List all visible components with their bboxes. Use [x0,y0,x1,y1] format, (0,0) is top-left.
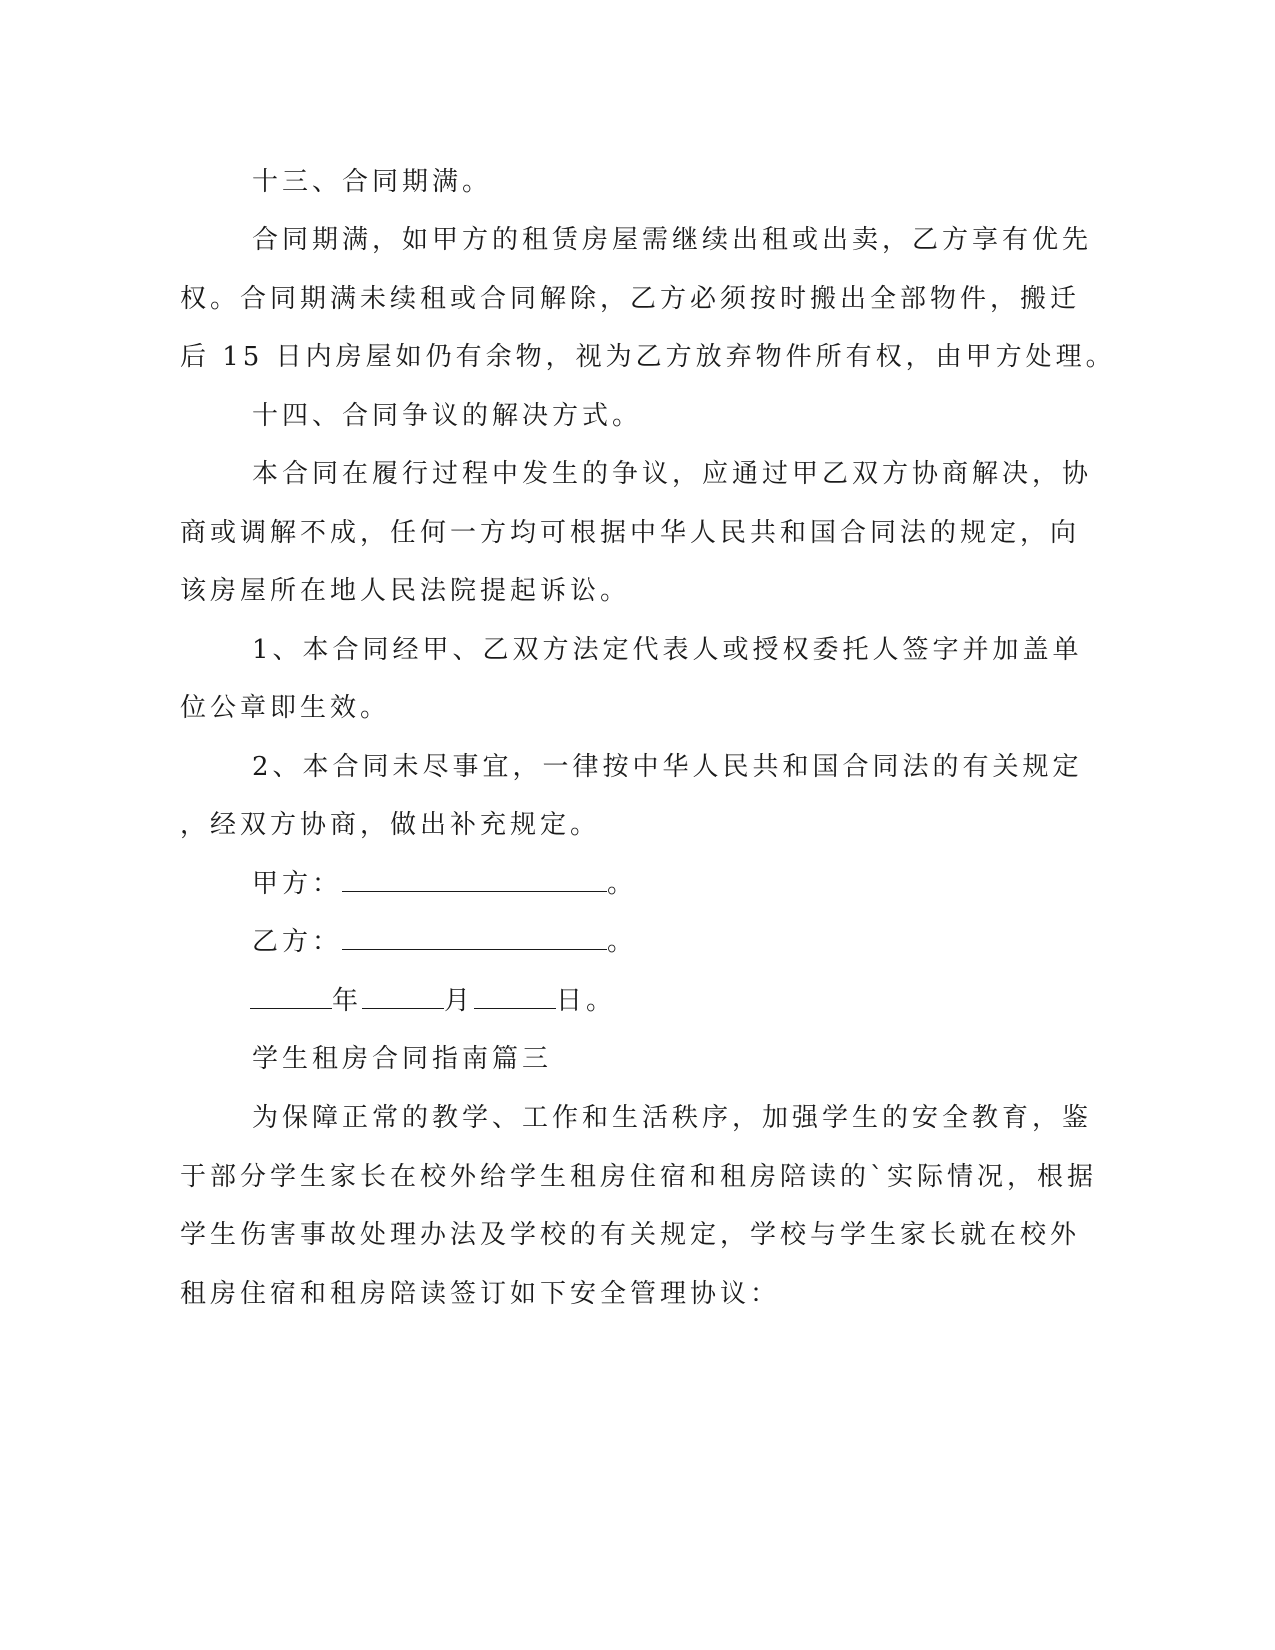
paragraph-line: 学生伤害事故处理办法及学校的有关规定，学校与学生家长就在校外 [180,1220,1081,1250]
party-a-signature-line [252,864,1052,904]
party-b-signature-line [252,922,1052,962]
paragraph-line: 本合同在履行过程中发生的争议，应通过甲乙双方协商解决，协 [252,459,1093,489]
clause-1-line: 1、本合同经甲、乙双方法定代表人或授权委托人签字并加盖单 [252,635,1083,665]
clause-1-line: 位公章即生效。 [180,693,391,723]
paragraph-line: 该房屋所在地人民法院提起诉讼。 [180,576,631,606]
party-b-blank [342,923,607,950]
end-mark: 。 [607,869,638,899]
paragraph-line: 于部分学生家长在校外给学生租房住宿和租房陪读的`实际情况，根据 [180,1162,1098,1192]
section-title: 学生租房合同指南篇三 [252,1044,553,1074]
date-signature-line [250,981,1050,1021]
section-heading-14: 十四、合同争议的解决方式。 [252,401,643,431]
paragraph-line: 后 15 日内房屋如仍有余物，视为乙方放弃物件所有权，由甲方处理。 [180,342,1116,372]
party-a-label: 甲方： [252,869,343,899]
clause-2-line: 2、本合同未尽事宜，一律按中华人民共和国合同法的有关规定 [252,752,1083,782]
day-blank [474,982,556,1009]
month-label: 月 [444,986,475,1016]
end-mark: 。 [607,927,638,957]
paragraph-line: 为保障正常的教学、工作和生活秩序，加强学生的安全教育，鉴 [252,1103,1093,1133]
year-label: 年 [332,986,363,1016]
day-label: 日。 [556,986,617,1016]
clause-2-line: ，经双方协商，做出补充规定。 [180,810,601,840]
party-a-blank [342,865,607,892]
paragraph-line: 租房住宿和租房陪读签订如下安全管理协议： [180,1279,781,1309]
paragraph-line: 权。合同期满未续租或合同解除，乙方必须按时搬出全部物件，搬迁 [180,284,1081,314]
paragraph-line: 合同期满，如甲方的租赁房屋需继续出租或出卖，乙方享有优先 [252,225,1093,255]
paragraph-line: 商或调解不成，任何一方均可根据中华人民共和国合同法的规定，向 [180,518,1081,548]
month-blank [362,982,444,1009]
section-heading-13: 十三、合同期满。 [252,167,493,197]
party-b-label: 乙方： [252,927,343,957]
year-blank [250,982,332,1009]
